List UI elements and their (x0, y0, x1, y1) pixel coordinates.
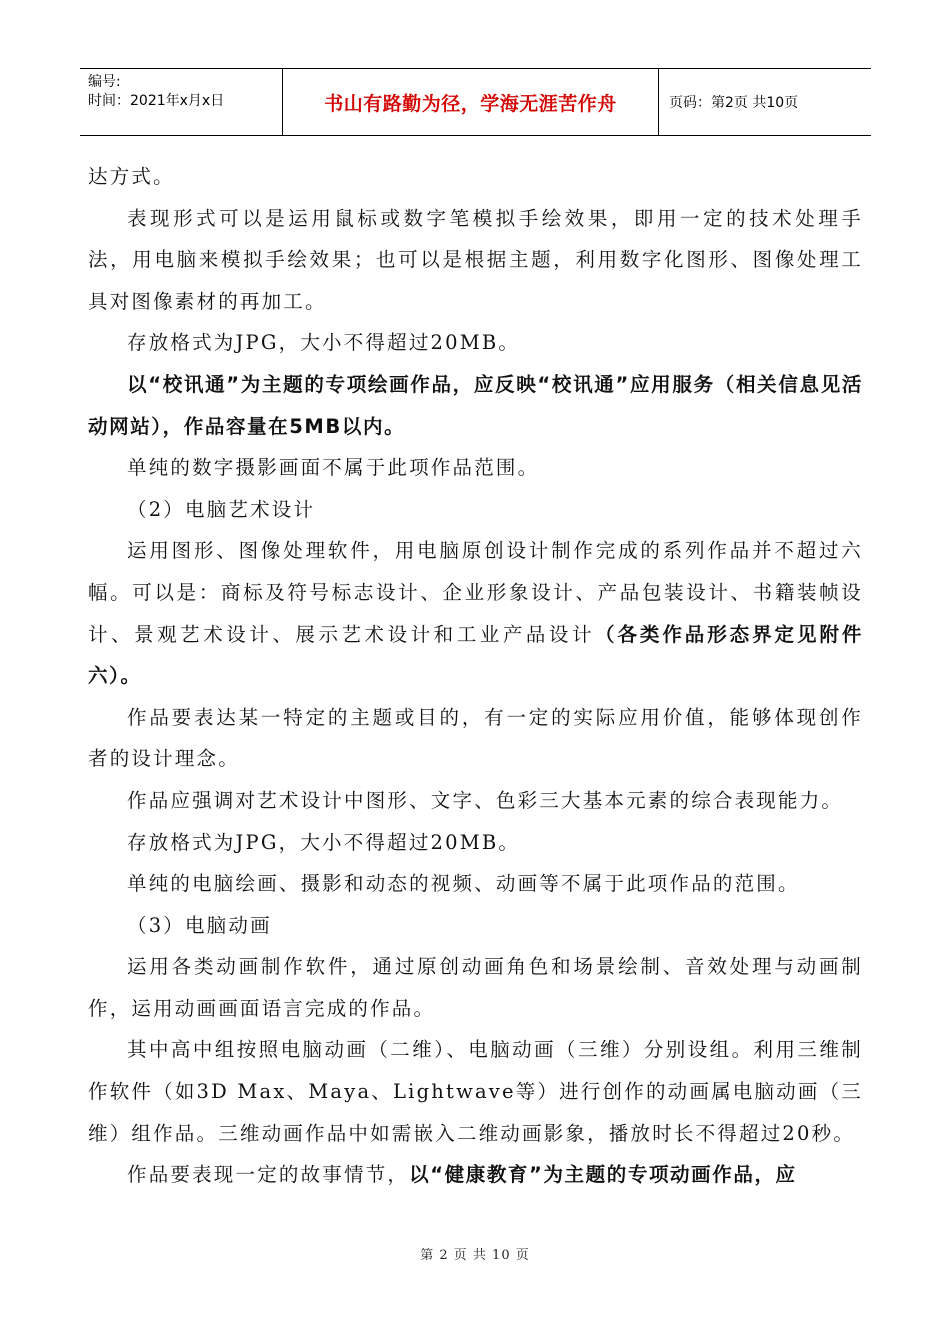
document-body (88, 156, 863, 1196)
document-time-label: 时间：2021年x月x日 (88, 93, 225, 109)
paragraph: 存放格式为JPG，大小不得超过20MB。 (127, 830, 521, 854)
paragraph-text: 作品要表现一定的故事情节， (127, 1163, 410, 1187)
section-heading: （2）电脑艺术设计 (127, 497, 316, 521)
header-motto: 书山有路勤为径，学海无涯苦作舟 (283, 69, 659, 135)
page-header (80, 68, 871, 136)
document-number-label: 编号: (88, 74, 121, 90)
paragraph: 表现形式可以是运用鼠标或数字笔模拟手绘效果，即用一定的技术处理手法，用电脑来模拟手绘效果；也可以是根据主题，利用数字化图形、图像处理工具对图像素材的再加工。 (88, 206, 863, 313)
paragraph-bold-tail: 以“健康教育”为主题的专项动画作品，应 (409, 1163, 797, 1187)
paragraph-text: 运用图形、图像处理软件，用电脑原创设计制作完成的系列作品并不超过六幅。可以是：商标及符号标志设计、企业形象设计、产品包装设计、书籍装帧设计、景观艺术设计、展示艺术设计和工业产品设计 (88, 539, 863, 646)
section-heading: （3）电脑动画 (127, 913, 272, 937)
paragraph: 单纯的电脑绘画、摄影和动态的视频、动画等不属于此项作品的范围。 (127, 872, 800, 896)
page-footer: 第 2 页 共 10 页 (420, 1248, 530, 1263)
paragraph: 运用各类动画制作软件，通过原创动画角色和场景绘制、音效处理与动画制作，运用动画画面语言完成的作品。 (88, 955, 863, 1020)
paragraph: 单纯的数字摄影画面不属于此项作品范围。 (127, 456, 540, 480)
paragraph: 其中高中组按照电脑动画（二维）、电脑动画（三维）分别设组。利用三维制作软件（如3D Max、Maya、Lightwave等）进行创作的动画属电脑动画（三维）组作品。三维动画作品中如需嵌入二维动画影象，播放时长不得超过20秒。 (88, 1038, 863, 1145)
paragraph: 达方式。 (88, 165, 175, 188)
paragraph: 作品要表达某一特定的主题或目的，有一定的实际应用价值，能够体现创作者的设计理念。 (88, 705, 863, 771)
header-page-info: 页码：第2页 共10页 (669, 95, 799, 111)
paragraph-bold-tail: （各类作品形态界定见附件六）。 (88, 622, 863, 688)
paragraph (88, 1154, 863, 1196)
paragraph (88, 530, 863, 696)
paragraph-bold: 以“校讯通”为主题的专项绘画作品，应反映“校讯通”应用服务（相关信息见活动网站），作品容量在5MB以内。 (88, 372, 863, 438)
paragraph: 存放格式为JPG，大小不得超过20MB。 (127, 331, 521, 355)
header-info-cell (80, 69, 283, 135)
paragraph: 作品应强调对艺术设计中图形、文字、色彩三大基本元素的综合表现能力。 (127, 788, 844, 812)
